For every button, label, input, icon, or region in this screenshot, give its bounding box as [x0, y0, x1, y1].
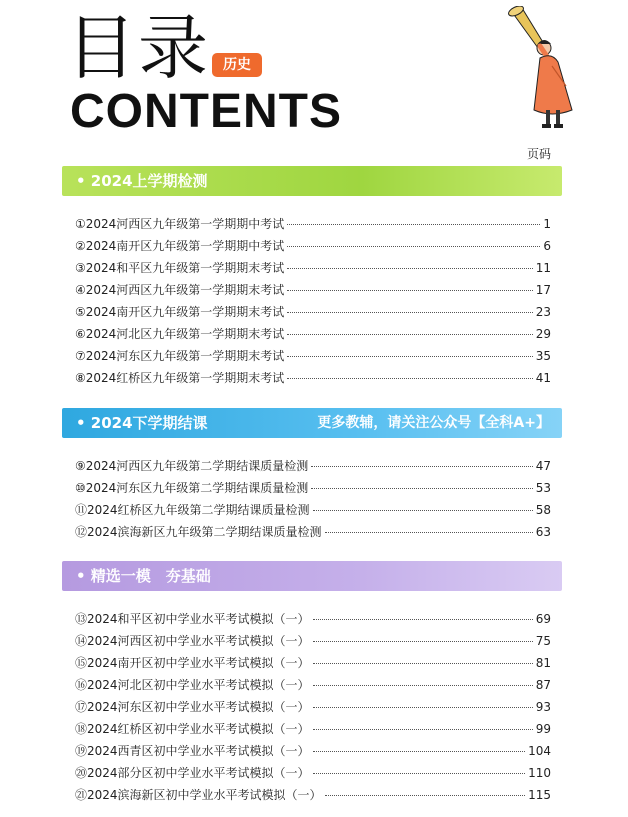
toc-entry[interactable]: [75, 325, 551, 347]
toc-entry-page-number: 115: [528, 788, 551, 802]
toc-entry-page-number: 93: [535, 700, 551, 714]
dot-leader: [287, 378, 532, 379]
dot-leader: [313, 641, 533, 642]
dot-leader: [313, 707, 533, 708]
toc-entry-title: ⑧2024红桥区九年级第一学期期末考试: [75, 371, 285, 385]
toc-entry[interactable]: [75, 237, 551, 259]
dot-leader: [311, 488, 532, 489]
dot-leader: [313, 773, 526, 774]
toc-entry[interactable]: [75, 215, 551, 237]
toc-entry-page-number: 63: [535, 525, 551, 539]
toc-entry-page-number: 41: [535, 371, 551, 385]
toc-entry[interactable]: [75, 281, 551, 303]
toc-entry-title: ①2024河西区九年级第一学期期中考试: [75, 217, 285, 231]
toc-entry-title: ⑫2024滨海新区九年级第二学期结课质量检测: [75, 525, 322, 539]
toc-list-first-semester: [75, 215, 551, 391]
toc-entry-page-number: 75: [535, 634, 551, 648]
toc-entry-title: ⑳2024部分区初中学业水平考试模拟（一）: [75, 766, 310, 780]
dot-leader: [287, 356, 532, 357]
toc-entry-page-number: 104: [528, 744, 551, 758]
toc-entry-page-number: 29: [535, 327, 551, 341]
toc-entry[interactable]: [75, 720, 551, 742]
toc-entry-title: ⑲2024西青区初中学业水平考试模拟（一）: [75, 744, 310, 758]
section-bar-first-semester: [62, 166, 562, 196]
toc-entry[interactable]: [75, 369, 551, 391]
page-title-cn: 目录: [66, 7, 210, 89]
dot-leader: [287, 290, 532, 291]
toc-entry[interactable]: [75, 347, 551, 369]
toc-entry[interactable]: [75, 676, 551, 698]
section-title: • 2024上学期检测: [76, 172, 208, 190]
dot-leader: [287, 312, 532, 313]
dot-leader: [287, 224, 540, 225]
toc-entry-page-number: 11: [535, 261, 551, 275]
toc-entry[interactable]: [75, 259, 551, 281]
dot-leader: [313, 510, 533, 511]
toc-entry-page-number: 35: [535, 349, 551, 363]
toc-entry-title: ⑭2024河西区初中学业水平考试模拟（一）: [75, 634, 310, 648]
page-title-en: CONTENTS: [70, 85, 342, 138]
toc-entry-page-number: 81: [535, 656, 551, 670]
dot-leader: [313, 751, 526, 752]
toc-entry-title: ⑩2024河东区九年级第二学期结课质量检测: [75, 481, 309, 495]
toc-entry-title: ⑪2024红桥区九年级第二学期结课质量检测: [75, 503, 310, 517]
toc-entry-title: ⑯2024河北区初中学业水平考试模拟（一）: [75, 678, 310, 692]
dot-leader: [287, 268, 532, 269]
toc-entry-page-number: 47: [535, 459, 551, 473]
toc-entry-title: ③2024和平区九年级第一学期期末考试: [75, 261, 285, 275]
section-bar-mock-exams: [62, 561, 562, 591]
toc-entry-title: ⑰2024河东区初中学业水平考试模拟（一）: [75, 700, 310, 714]
toc-list-second-semester: [75, 457, 551, 545]
toc-entry[interactable]: [75, 742, 551, 764]
toc-entry-title: ⑬2024和平区初中学业水平考试模拟（一）: [75, 612, 310, 626]
toc-entry-title: ㉑2024滨海新区初中学业水平考试模拟（一）: [75, 788, 322, 802]
toc-entry-page-number: 1: [543, 217, 551, 231]
toc-entry-title: ④2024河西区九年级第一学期期末考试: [75, 283, 285, 297]
dot-leader: [313, 729, 533, 730]
toc-entry[interactable]: [75, 501, 551, 523]
toc-entry-title: ⑱2024红桥区初中学业水平考试模拟（一）: [75, 722, 310, 736]
toc-entry-page-number: 87: [535, 678, 551, 692]
dot-leader: [325, 532, 533, 533]
toc-entry[interactable]: [75, 610, 551, 632]
toc-entry-page-number: 58: [535, 503, 551, 517]
toc-entry-title: ⑥2024河北区九年级第一学期期末考试: [75, 327, 285, 341]
dot-leader: [325, 795, 526, 796]
section-title: • 精选一模 夯基础: [76, 567, 211, 585]
toc-entry-page-number: 23: [535, 305, 551, 319]
dot-leader: [287, 334, 532, 335]
toc-entry[interactable]: [75, 698, 551, 720]
page-column-label: 页码: [527, 147, 552, 161]
toc-entry[interactable]: [75, 764, 551, 786]
section-bar-second-semester: [62, 408, 562, 438]
toc-entry-page-number: 69: [535, 612, 551, 626]
toc-entry[interactable]: [75, 479, 551, 501]
toc-entry-title: ⑤2024南开区九年级第一学期期末考试: [75, 305, 285, 319]
toc-entry-page-number: 17: [535, 283, 551, 297]
toc-entry[interactable]: [75, 303, 551, 325]
toc-list-mock-exams: [75, 610, 551, 808]
toc-entry-page-number: 99: [535, 722, 551, 736]
dot-leader: [311, 466, 532, 467]
dot-leader: [313, 685, 533, 686]
toc-entry-title: ⑨2024河西区九年级第二学期结课质量检测: [75, 459, 309, 473]
section-title: • 2024下学期结课: [76, 414, 208, 432]
trumpeter-illustration-icon: [496, 6, 586, 136]
toc-entry-page-number: 6: [543, 239, 551, 253]
dot-leader: [313, 663, 533, 664]
toc-entry[interactable]: [75, 457, 551, 479]
section-note: 更多教辅，请关注公众号【全科A+】: [317, 415, 550, 431]
toc-entry[interactable]: [75, 632, 551, 654]
subject-badge: 历史: [212, 53, 262, 77]
dot-leader: [287, 246, 540, 247]
toc-entry-title: ⑦2024河东区九年级第一学期期末考试: [75, 349, 285, 363]
toc-entry-page-number: 53: [535, 481, 551, 495]
toc-entry-title: ⑮2024南开区初中学业水平考试模拟（一）: [75, 656, 310, 670]
toc-entry-title: ②2024南开区九年级第一学期期中考试: [75, 239, 285, 253]
toc-entry[interactable]: [75, 786, 551, 808]
toc-entry-page-number: 110: [528, 766, 551, 780]
toc-entry[interactable]: [75, 523, 551, 545]
dot-leader: [313, 619, 533, 620]
toc-entry[interactable]: [75, 654, 551, 676]
